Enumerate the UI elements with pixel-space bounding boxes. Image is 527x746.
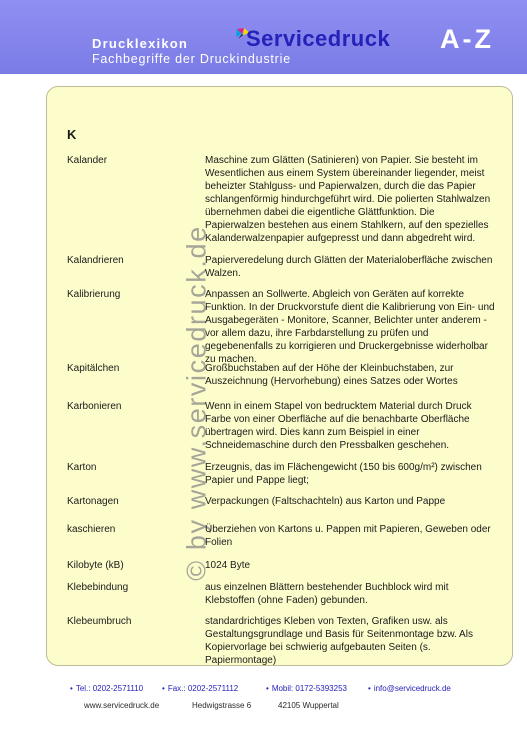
footer-mobil: [266, 684, 347, 693]
bullet-icon: •: [162, 684, 165, 693]
entry-definition: 1024 Byte: [205, 560, 251, 571]
footer-tel-text: Tel.: 0202-2571110: [75, 684, 144, 693]
entry-term: Kalander: [67, 155, 108, 166]
footer-address-row: [70, 701, 490, 713]
bullet-icon: •: [368, 684, 371, 693]
entry-term: Klebeumbruch: [67, 616, 132, 627]
bullet-icon: •: [70, 684, 73, 693]
entry-definition: Anpassen an Sollwerte. Abgleich von Geräten auf korrekte Funktion. In der Druckvorstufe dient die Kalibrierung von Ein- und Ausgabegeräten - Monitore, Scanner, Belichter unter anderem - vor allem dazu, ihre Farbdarstellung zu prüfen und gegebenenfalls zu korrigieren und Druckergebnisse widerholbar zu machen.: [205, 289, 495, 365]
entry-term: Karton: [67, 462, 97, 473]
footer-email-text: info@servicedruck.de: [373, 684, 451, 693]
entry-term: Kalandrieren: [67, 255, 124, 266]
footer-street: Hedwigstrasse 6: [192, 701, 252, 710]
entry-definition: Überziehen von Kartons u. Pappen mit Papieren, Geweben oder Folien: [205, 524, 491, 548]
footer-mobil-text: Mobil: 0172-5393253: [271, 684, 347, 693]
footer-website[interactable]: www.servicedruck.de: [84, 701, 160, 710]
entry-term: Kapitälchen: [67, 363, 120, 374]
entry-term: Kalibrierung: [67, 289, 121, 300]
footer-fax-text: Fax.: 0202-2571112: [167, 684, 239, 693]
page-header: [0, 0, 527, 74]
entry-term: Karbonieren: [67, 401, 122, 412]
logo-text: Servicedruck: [246, 26, 391, 51]
footer-contact-row: [70, 684, 490, 696]
footer-email[interactable]: [368, 684, 451, 693]
entry-term: Kartonagen: [67, 496, 119, 507]
entry-definition: Maschine zum Glätten (Satinieren) von Papier. Sie besteht im Wesentlichen aus einem System übereinander liegender, meist beheizter Stahlguss- und Papierwalzen, durch die das Papier schlangenförmig hindurchgeführt wird. Die polierten Stahlwalzen übernehmen dabei die eigentliche Glättfunktion. Die Papierwalzen bestehen aus einem Stahlkern, auf den spezielles Kalanderwalzenpapier aufgepresst und dann abgedreht wird.: [205, 155, 491, 244]
entry-definition: aus einzelnen Blättern bestehender Buchblock wird mit Klebstoffen (ohne Faden) gebunden.: [205, 582, 449, 606]
az-label: A-Z: [440, 24, 494, 54]
header-subtitle: Fachbegriffe der Druckindustrie: [92, 52, 291, 66]
entry-definition: standardrichtiges Kleben von Texten, Grafiken usw. als Gestaltungsgrundlage und Basis für Seitenmontage bzw. Als Kopiervorlage bei schwierig aufgebauten Seiten (s. Papiermontage): [205, 616, 473, 666]
watermark-text: © by www.servicedruck.de: [181, 225, 212, 581]
entry-definition: Wenn in einem Stapel von bedrucktem Material durch Druck Farbe von einer Oberfläche auf die benachbarte Oberfläche übertragen wird. Dies kann zum Beispiel in einer Schneidemaschine durch den Pressbalken geschehen.: [205, 401, 472, 451]
footer-fax: [162, 684, 238, 693]
entry-definition: Erzeugnis, das im Flächengewicht (150 bis 600g/m²) zwischen Papier und Pappe liegt;: [205, 462, 482, 486]
header-title: Drucklexikon: [92, 36, 189, 51]
entry-definition: Papierveredelung durch Glätten der Materialoberfläche zwischen Walzen.: [205, 255, 493, 279]
bullet-icon: •: [266, 684, 269, 693]
section-letter: K: [67, 127, 77, 142]
footer-city: 42105 Wuppertal: [278, 701, 339, 710]
entry-term: kaschieren: [67, 524, 116, 535]
content-panel: [46, 86, 513, 666]
footer-tel: [70, 684, 143, 693]
entry-definition: Großbuchstaben auf der Höhe der Kleinbuchstaben, zur Auszeichnung (Hervorhebung) eines Satzes oder Wortes: [205, 363, 458, 387]
entry-term: Klebebindung: [67, 582, 129, 593]
entry-definition: Verpackungen (Faltschachteln) aus Karton und Pappe: [205, 496, 446, 507]
entry-term: Kilobyte (kB): [67, 560, 124, 571]
